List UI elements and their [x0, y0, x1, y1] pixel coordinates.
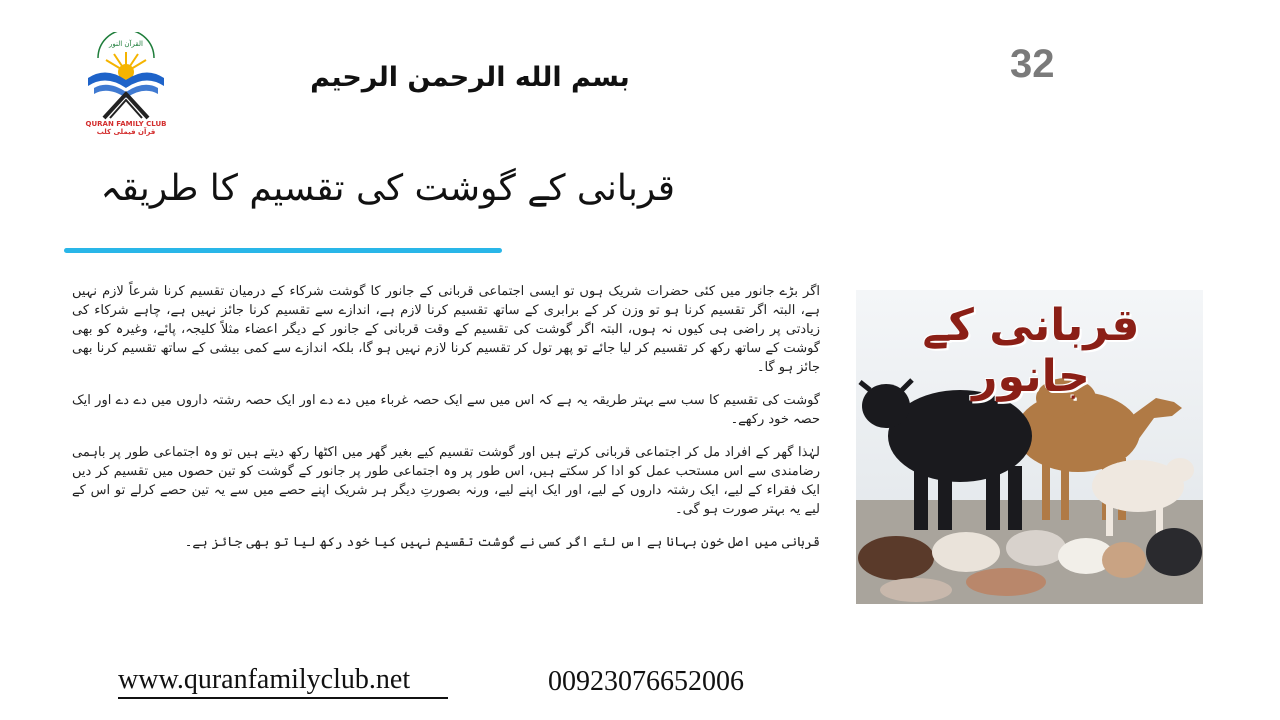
quran-family-club-logo: [80, 32, 172, 136]
logo-brand-english: QURAN FAMILY CLUB: [85, 120, 167, 128]
photo-caption: قربانی کے جانور: [922, 300, 1140, 402]
bismillah-heading: بسم الله الرحمن الرحيم: [310, 62, 630, 93]
logo-brand-urdu: قرآن فیملی کلب: [96, 128, 156, 136]
article-body: [72, 282, 820, 612]
page-number: 32: [1010, 42, 1055, 86]
page-title: قربانی کے گوشت کی تقسیم کا طریقہ: [100, 168, 675, 209]
quran-book-icon: [80, 32, 172, 120]
website-underline: [118, 697, 448, 699]
phone-number: 00923076652006: [548, 666, 744, 697]
paragraph-1: اگر بڑے جانور میں کئی حضرات شریک ہوں تو ایسی اجتماعی قربانی کے جانور کا گوشت شرکاء کے درمیان تقسیم کرنا شرعاً لازم نہیں ہے، البتہ اگر تقسیم کرنا ہو تو وزن کر کے برابری کے ساتھ تقسیم کرنا لازم ہے، اندازے سے تقسیم کرنا جائز نہیں ہے، چاہے شرکاء کی زیادتی پر راضی ہی کیوں نہ ہوں، البتہ اگر گوشت کی تقسیم کے وقت قربانی کے جانور کے دیگر اعضاء مثلاً کلیجہ، پائے، وغیرہ کو بھی گوشت کے ساتھ رکھ کر تقسیم کر لیا جائے تو پھر تول کر تقسیم کرنا لازم نہیں ہو گا، بلکہ اندازے سے کمی بیشی کے ساتھ تقسیم کرنا بھی جائز ہو گا۔: [72, 284, 820, 375]
paragraph-4: قربانی میں اصل خون بہانا ہے اس لئے اگر کسی نے گوشت تقسیم نہیں کیا خود رکھ لیا تو بھی جائز ہے۔: [184, 535, 820, 550]
paragraph-3: لہٰذا گھر کے افراد مل کر اجتماعی قربانی کرتے ہیں اور گوشت تقسیم کیے بغیر گھر میں اکٹھا رکھ دیتے ہیں تو وہ اجتماعی طور پر باہمی رضامندی سے اس مستحب عمل کو ادا کر سکتے ہیں، اس طور پر وہ اجتماعی طور پر جانور کے گوشت کو تین حصوں میں تقسیم کر دیں ایک فقراء کے لیے، ایک رشتہ داروں کے لیے، اور ایک اپنے لیے، ورنہ بصورتِ دیگر ہر شریک اپنے حصے میں سے یہ تین حصے کرلے تو اس کے لیے یہ بہتر صورت ہو گی۔: [72, 445, 820, 517]
accent-divider: [64, 248, 502, 253]
paragraph-2: گوشت کی تقسیم کا سب سے بہتر طریقہ یہ ہے کہ اس میں سے ایک حصہ غرباء میں دے دے اور ایک حصہ رشتہ داروں میں دے دے اور ایک حصہ خود رکھے۔: [72, 393, 820, 427]
website-link[interactable]: www.quranfamilyclub.net: [118, 664, 411, 695]
logo-arc-text: القرآن النور: [109, 40, 143, 48]
